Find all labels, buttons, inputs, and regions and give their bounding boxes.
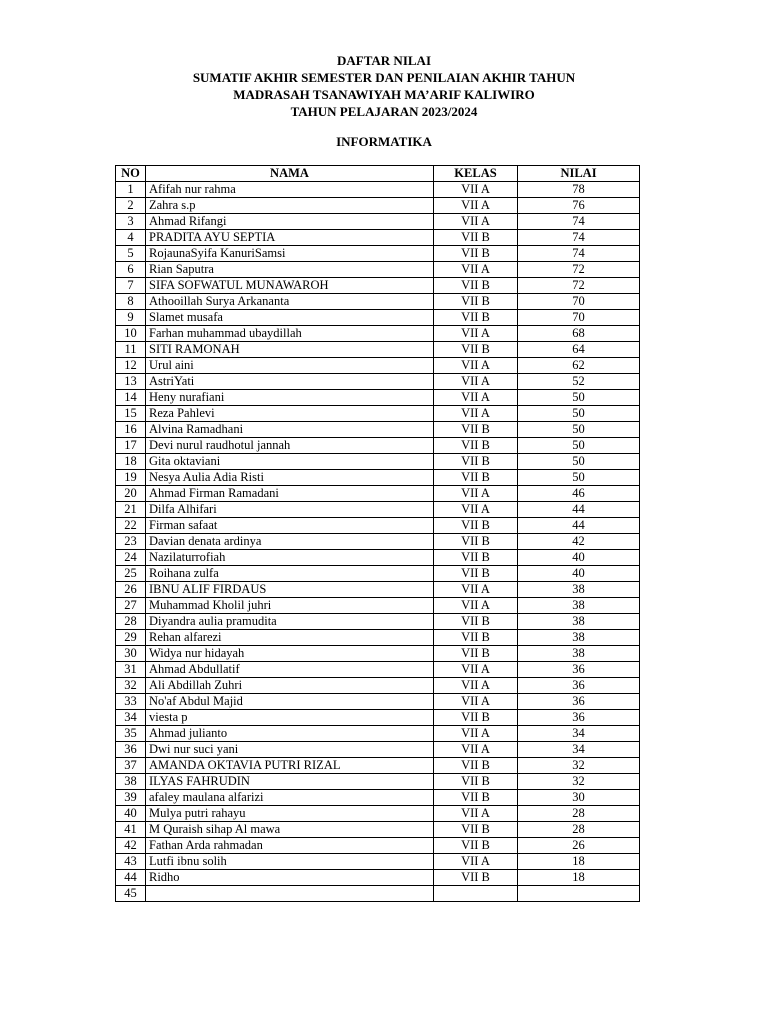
cell-nama: viesta p — [146, 710, 434, 726]
cell-nama: afaley maulana alfarizi — [146, 790, 434, 806]
cell-nilai: 62 — [518, 358, 640, 374]
cell-nama: Farhan muhammad ubaydillah — [146, 326, 434, 342]
cell-kelas: VII A — [434, 486, 518, 502]
table-row — [116, 342, 640, 358]
cell-nama: M Quraish sihap Al mawa — [146, 822, 434, 838]
cell-kelas: VII A — [434, 262, 518, 278]
cell-kelas: VII A — [434, 326, 518, 342]
cell-no: 24 — [116, 550, 146, 566]
cell-nilai: 50 — [518, 390, 640, 406]
cell-kelas: VII B — [434, 838, 518, 854]
cell-kelas: VII B — [434, 310, 518, 326]
table-row — [116, 182, 640, 198]
cell-nama: Athooillah Surya Arkananta — [146, 294, 434, 310]
cell-kelas: VII B — [434, 454, 518, 470]
cell-nilai: 36 — [518, 662, 640, 678]
table-row — [116, 502, 640, 518]
cell-no: 2 — [116, 198, 146, 214]
cell-no: 39 — [116, 790, 146, 806]
cell-nama: RojaunaSyifa KanuriSamsi — [146, 246, 434, 262]
cell-nilai: 70 — [518, 310, 640, 326]
cell-kelas: VII B — [434, 246, 518, 262]
cell-kelas: VII B — [434, 230, 518, 246]
table-row — [116, 822, 640, 838]
cell-nama: AstriYati — [146, 374, 434, 390]
table-row — [116, 230, 640, 246]
cell-kelas: VII A — [434, 406, 518, 422]
cell-kelas: VII B — [434, 566, 518, 582]
cell-nama: Firman safaat — [146, 518, 434, 534]
table-row — [116, 726, 640, 742]
cell-kelas: VII A — [434, 214, 518, 230]
cell-no: 25 — [116, 566, 146, 582]
table-row — [116, 534, 640, 550]
cell-nilai: 72 — [518, 278, 640, 294]
cell-no: 6 — [116, 262, 146, 278]
cell-no: 22 — [116, 518, 146, 534]
cell-kelas: VII A — [434, 374, 518, 390]
cell-nama: Rehan alfarezi — [146, 630, 434, 646]
column-header-nama: NAMA — [146, 166, 434, 182]
cell-kelas: VII B — [434, 342, 518, 358]
table-row — [116, 246, 640, 262]
table-row — [116, 454, 640, 470]
cell-no: 33 — [116, 694, 146, 710]
cell-nama: Ridho — [146, 870, 434, 886]
table-row — [116, 710, 640, 726]
cell-nilai: 74 — [518, 214, 640, 230]
cell-nilai: 30 — [518, 790, 640, 806]
subject-title: INFORMATIKA — [336, 134, 432, 149]
cell-kelas: VII B — [434, 646, 518, 662]
cell-kelas: VII A — [434, 694, 518, 710]
table-row — [116, 662, 640, 678]
cell-kelas: VII A — [434, 678, 518, 694]
table-row — [116, 774, 640, 790]
cell-no: 9 — [116, 310, 146, 326]
cell-kelas: VII B — [434, 294, 518, 310]
table-row — [116, 646, 640, 662]
cell-nama: Nesya Aulia Adia Risti — [146, 470, 434, 486]
table-row — [116, 742, 640, 758]
cell-no: 1 — [116, 182, 146, 198]
cell-nilai: 44 — [518, 518, 640, 534]
column-header-no: NO — [116, 166, 146, 182]
cell-kelas: VII A — [434, 662, 518, 678]
cell-nama: Afifah nur rahma — [146, 182, 434, 198]
cell-nama: Reza Pahlevi — [146, 406, 434, 422]
cell-nilai: 44 — [518, 502, 640, 518]
cell-kelas — [434, 886, 518, 902]
cell-nilai: 74 — [518, 246, 640, 262]
cell-nilai: 18 — [518, 870, 640, 886]
table-row — [116, 614, 640, 630]
cell-nilai: 18 — [518, 854, 640, 870]
cell-nama: Gita oktaviani — [146, 454, 434, 470]
cell-nama: Diyandra aulia pramudita — [146, 614, 434, 630]
cell-kelas: VII B — [434, 790, 518, 806]
table-row — [116, 406, 640, 422]
cell-kelas: VII B — [434, 614, 518, 630]
cell-nilai: 50 — [518, 470, 640, 486]
table-row — [116, 886, 640, 902]
cell-nama: Slamet musafa — [146, 310, 434, 326]
cell-kelas: VII A — [434, 502, 518, 518]
cell-nama: Widya nur hidayah — [146, 646, 434, 662]
cell-nilai: 72 — [518, 262, 640, 278]
cell-no: 8 — [116, 294, 146, 310]
cell-no: 30 — [116, 646, 146, 662]
cell-kelas: VII B — [434, 422, 518, 438]
cell-no: 32 — [116, 678, 146, 694]
table-row — [116, 630, 640, 646]
cell-no: 31 — [116, 662, 146, 678]
cell-nilai: 36 — [518, 678, 640, 694]
cell-no: 18 — [116, 454, 146, 470]
cell-nama: Nazilaturrofiah — [146, 550, 434, 566]
cell-no: 10 — [116, 326, 146, 342]
table-row — [116, 214, 640, 230]
cell-kelas: VII B — [434, 534, 518, 550]
table-row — [116, 518, 640, 534]
cell-nama: Davian denata ardinya — [146, 534, 434, 550]
cell-kelas: VII B — [434, 870, 518, 886]
cell-no: 3 — [116, 214, 146, 230]
cell-no: 42 — [116, 838, 146, 854]
cell-no: 11 — [116, 342, 146, 358]
cell-no: 41 — [116, 822, 146, 838]
table-row — [116, 422, 640, 438]
table-row — [116, 550, 640, 566]
table-row — [116, 294, 640, 310]
table-row — [116, 566, 640, 582]
cell-no: 38 — [116, 774, 146, 790]
cell-kelas: VII A — [434, 390, 518, 406]
table-row — [116, 326, 640, 342]
cell-kelas: VII B — [434, 278, 518, 294]
table-row — [116, 358, 640, 374]
cell-nama: Fathan Arda rahmadan — [146, 838, 434, 854]
cell-nilai: 28 — [518, 822, 640, 838]
cell-nama: Dwi nur suci yani — [146, 742, 434, 758]
cell-nama: AMANDA OKTAVIA PUTRI RIZAL — [146, 758, 434, 774]
cell-kelas: VII A — [434, 726, 518, 742]
cell-nama: Alvina Ramadhani — [146, 422, 434, 438]
table-row — [116, 854, 640, 870]
table-row — [116, 598, 640, 614]
cell-no: 44 — [116, 870, 146, 886]
cell-no: 19 — [116, 470, 146, 486]
cell-kelas: VII A — [434, 806, 518, 822]
cell-nilai: 34 — [518, 742, 640, 758]
cell-nilai: 68 — [518, 326, 640, 342]
cell-kelas: VII A — [434, 198, 518, 214]
cell-kelas: VII A — [434, 582, 518, 598]
cell-kelas: VII B — [434, 518, 518, 534]
cell-no: 13 — [116, 374, 146, 390]
grades-table-body — [116, 182, 640, 902]
cell-no: 23 — [116, 534, 146, 550]
cell-nilai: 76 — [518, 198, 640, 214]
cell-nilai: 78 — [518, 182, 640, 198]
cell-nama: Devi nurul raudhotul jannah — [146, 438, 434, 454]
table-row — [116, 486, 640, 502]
cell-nama: Ahmad julianto — [146, 726, 434, 742]
cell-nama — [146, 886, 434, 902]
cell-nilai: 32 — [518, 774, 640, 790]
table-header-row — [116, 166, 640, 182]
cell-no: 17 — [116, 438, 146, 454]
cell-nama: Roihana zulfa — [146, 566, 434, 582]
cell-kelas: VII B — [434, 822, 518, 838]
cell-kelas: VII A — [434, 358, 518, 374]
cell-no: 28 — [116, 614, 146, 630]
cell-no: 36 — [116, 742, 146, 758]
cell-nama: Ahmad Rifangi — [146, 214, 434, 230]
cell-nilai: 40 — [518, 550, 640, 566]
cell-nilai: 42 — [518, 534, 640, 550]
table-row — [116, 278, 640, 294]
cell-nilai: 46 — [518, 486, 640, 502]
cell-nilai: 70 — [518, 294, 640, 310]
cell-nama: Zahra s.p — [146, 198, 434, 214]
column-header-nilai: NILAI — [518, 166, 640, 182]
cell-kelas: VII A — [434, 854, 518, 870]
cell-nilai: 52 — [518, 374, 640, 390]
header-academic-year: TAHUN PELAJARAN 2023/2024 — [290, 104, 478, 119]
table-row — [116, 390, 640, 406]
cell-nama: SITI RAMONAH — [146, 342, 434, 358]
cell-kelas: VII B — [434, 630, 518, 646]
table-row — [116, 678, 640, 694]
cell-no: 20 — [116, 486, 146, 502]
cell-no: 21 — [116, 502, 146, 518]
header-title: DAFTAR NILAI — [336, 53, 431, 68]
cell-nilai: 34 — [518, 726, 640, 742]
cell-nama: PRADITA AYU SEPTIA — [146, 230, 434, 246]
cell-no: 4 — [116, 230, 146, 246]
table-row — [116, 838, 640, 854]
cell-kelas: VII B — [434, 470, 518, 486]
cell-no: 15 — [116, 406, 146, 422]
cell-no: 34 — [116, 710, 146, 726]
table-row — [116, 310, 640, 326]
cell-no: 7 — [116, 278, 146, 294]
cell-kelas: VII B — [434, 710, 518, 726]
cell-nama: Ali Abdillah Zuhri — [146, 678, 434, 694]
cell-nama: Muhammad Kholil juhri — [146, 598, 434, 614]
table-row — [116, 806, 640, 822]
table-row — [116, 438, 640, 454]
cell-nilai — [518, 886, 640, 902]
cell-kelas: VII A — [434, 182, 518, 198]
cell-nilai: 32 — [518, 758, 640, 774]
cell-no: 45 — [116, 886, 146, 902]
cell-nama: Dilfa Alhifari — [146, 502, 434, 518]
cell-nilai: 28 — [518, 806, 640, 822]
document-header — [0, 52, 768, 120]
cell-nilai: 38 — [518, 630, 640, 646]
cell-kelas: VII A — [434, 742, 518, 758]
cell-nilai: 40 — [518, 566, 640, 582]
table-row — [116, 198, 640, 214]
cell-kelas: VII B — [434, 758, 518, 774]
cell-nama: SIFA SOFWATUL MUNAWAROH — [146, 278, 434, 294]
cell-nilai: 64 — [518, 342, 640, 358]
cell-nilai: 26 — [518, 838, 640, 854]
cell-no: 29 — [116, 630, 146, 646]
cell-no: 14 — [116, 390, 146, 406]
header-school-name: MADRASAH TSANAWIYAH MA’ARIF KALIWIRO — [233, 87, 535, 102]
cell-nama: Mulya putri rahayu — [146, 806, 434, 822]
column-header-kelas: KELAS — [434, 166, 518, 182]
cell-kelas: VII B — [434, 438, 518, 454]
cell-nama: Urul aini — [146, 358, 434, 374]
table-row — [116, 694, 640, 710]
table-row — [116, 470, 640, 486]
grades-table — [115, 165, 640, 902]
cell-kelas: VII B — [434, 550, 518, 566]
cell-nilai: 36 — [518, 710, 640, 726]
cell-no: 26 — [116, 582, 146, 598]
cell-no: 40 — [116, 806, 146, 822]
cell-no: 43 — [116, 854, 146, 870]
cell-kelas: VII A — [434, 598, 518, 614]
cell-nama: Lutfi ibnu solih — [146, 854, 434, 870]
cell-no: 5 — [116, 246, 146, 262]
cell-nilai: 50 — [518, 422, 640, 438]
cell-nilai: 50 — [518, 406, 640, 422]
cell-nama: Rian Saputra — [146, 262, 434, 278]
cell-no: 16 — [116, 422, 146, 438]
cell-nilai: 50 — [518, 454, 640, 470]
cell-nama: ILYAS FAHRUDIN — [146, 774, 434, 790]
table-row — [116, 582, 640, 598]
table-row — [116, 758, 640, 774]
cell-no: 37 — [116, 758, 146, 774]
cell-nama: No'af Abdul Majid — [146, 694, 434, 710]
cell-nilai: 38 — [518, 646, 640, 662]
cell-no: 12 — [116, 358, 146, 374]
cell-nilai: 50 — [518, 438, 640, 454]
cell-nilai: 38 — [518, 598, 640, 614]
cell-nama: Ahmad Abdullatif — [146, 662, 434, 678]
cell-nama: IBNU ALIF FIRDAUS — [146, 582, 434, 598]
header-subtitle-exam: SUMATIF AKHIR SEMESTER DAN PENILAIAN AKHIR TAHUN — [192, 70, 576, 85]
cell-no: 27 — [116, 598, 146, 614]
table-row — [116, 870, 640, 886]
cell-nilai: 74 — [518, 230, 640, 246]
table-row — [116, 374, 640, 390]
table-row — [116, 262, 640, 278]
cell-nilai: 36 — [518, 694, 640, 710]
table-row — [116, 790, 640, 806]
cell-no: 35 — [116, 726, 146, 742]
cell-nama: Ahmad Firman Ramadani — [146, 486, 434, 502]
cell-nilai: 38 — [518, 582, 640, 598]
cell-nilai: 38 — [518, 614, 640, 630]
cell-nama: Heny nurafiani — [146, 390, 434, 406]
cell-kelas: VII B — [434, 774, 518, 790]
